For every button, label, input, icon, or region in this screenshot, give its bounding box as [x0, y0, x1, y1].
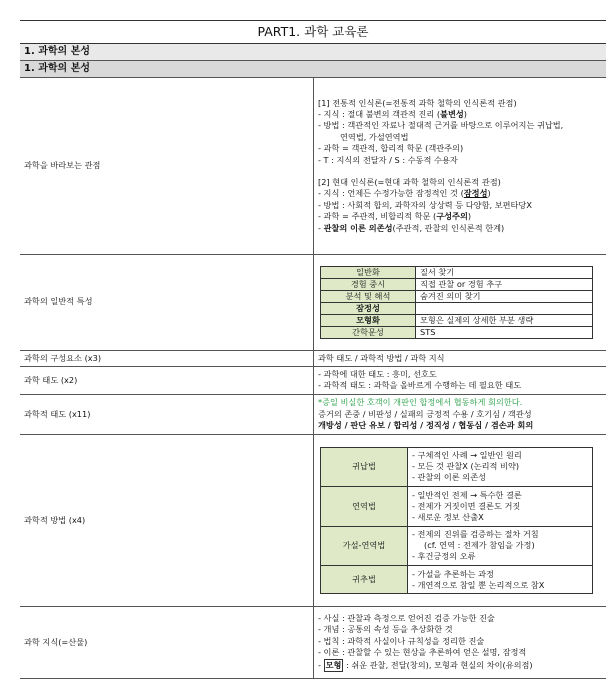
text-line: [2] 현대 인식론(=현대 과학 철학의 인식론적 관점): [318, 176, 501, 187]
characteristic-desc: 직접 관찰 or 경험 추구: [416, 278, 593, 290]
text-line: - 개념 : 공통의 속성 등을 추상화한 것: [318, 624, 453, 635]
characteristic-name: 모형화: [321, 314, 416, 326]
document-page: [20, 20, 606, 679]
row-label: 과학의 일반적 특성: [20, 254, 314, 350]
text-line: - 관찰의 이론 의존성(주관적, 관찰의 인식론적 한계): [318, 222, 505, 233]
row-content: [314, 366, 607, 394]
characteristic-row: [321, 302, 593, 314]
method-name: 연역법: [321, 487, 408, 527]
text-line: - 법칙 : 과학적 사실이나 규칙성을 정리한 진술: [318, 635, 485, 646]
characteristic-name: 잠정성: [321, 302, 416, 314]
characteristic-row: [321, 278, 593, 290]
characteristic-desc: 모형은 실제의 상세한 부분 생략: [416, 314, 593, 326]
table-row: [20, 254, 606, 350]
mnemonic-text: *증일 비실한 호객이 개판인 합정에서 협동하게 회의한다.: [318, 397, 523, 408]
text-line: - T : 지식의 전달자 / S : 수동적 수용자: [318, 154, 458, 165]
row-content: 과학 태도 / 과학적 방법 / 과학 지식: [314, 350, 607, 366]
text-line: - 과학 = 객관적, 합리적 학문 (객관주의): [318, 143, 464, 154]
text-line: [1] 전통적 인식론(=전통적 과학 철학의 인식론적 관점): [318, 97, 517, 108]
method-desc-line: - 가설을 추론하는 과정: [412, 568, 494, 579]
method-row: [321, 447, 593, 487]
method-desc-line: - 새로운 정보 산출X: [412, 511, 484, 522]
row-content: [314, 394, 607, 434]
method-name: 가설-연역법: [321, 526, 408, 566]
method-desc: [408, 447, 593, 487]
text-line: - 과학 = 주관적, 비합리적 학문 (구성주의): [318, 211, 472, 222]
characteristic-name: 분석 및 해석: [321, 290, 416, 302]
characteristic-row: [321, 290, 593, 302]
text-line: - 지식 : 절대 불변의 객관적 진리 (불변성): [318, 108, 467, 119]
table-row: [20, 606, 606, 678]
table-row: [20, 434, 606, 606]
characteristic-desc: 질서 찾기: [416, 266, 593, 278]
row-content: [314, 78, 607, 254]
method-desc-line: - 전제가 거짓이면 결론도 거짓: [412, 500, 521, 511]
method-desc: [408, 526, 593, 566]
characteristic-desc: 숨겨진 의미 찾기: [416, 290, 593, 302]
characteristic-desc: STS: [416, 326, 593, 338]
method-desc: [408, 566, 593, 594]
row-label: 과학을 바라보는 관점: [20, 78, 314, 254]
row-content: [314, 254, 607, 350]
method-row: [321, 526, 593, 566]
characteristic-row: [321, 326, 593, 338]
row-label: 과학적 태도 (x11): [20, 394, 314, 434]
text-line: 증거의 존중 / 비판성 / 실패의 긍정적 수용 / 호기심 / 객관성: [318, 408, 532, 419]
row-label: 과학의 구성요소 (x3): [20, 350, 314, 366]
characteristic-row: [321, 314, 593, 326]
text-line: - 사실 : 관찰과 측정으로 얻어진 검증 가능한 진술: [318, 612, 495, 623]
methods-table: [320, 447, 593, 595]
method-desc-line: - 구체적인 사례 → 일반인 원리: [412, 450, 522, 461]
method-desc-line: - 모든 것 관찰X (논리적 비약): [412, 461, 520, 472]
text-line: - 방법 : 객관적인 자료나 절대적 근거를 바탕으로 이루어지는 귀납법,: [318, 120, 564, 131]
table-row: [20, 350, 606, 366]
subsection-header: 1. 과학의 본성: [20, 61, 606, 78]
row-label: 과학적 방법 (x4): [20, 434, 314, 606]
row-label: 과학 태도 (x2): [20, 366, 314, 394]
row-content: [314, 606, 607, 678]
characteristic-name: 경험 중시: [321, 278, 416, 290]
characteristic-desc: [416, 302, 593, 314]
table-row: [20, 78, 606, 254]
method-desc-line: - 개연적으로 참일 뿐 논리적으로 참X: [412, 579, 545, 590]
method-row: [321, 566, 593, 594]
method-desc-line: - 후건긍정의 오류: [412, 551, 476, 562]
text-line: 개방성 / 판단 유보 / 합리성 / 정직성 / 협동심 / 겸손과 회의: [318, 420, 534, 431]
characteristic-name: 간학문성: [321, 326, 416, 338]
text-line: 연역법, 가설연역법: [340, 131, 409, 142]
characteristics-table: [320, 266, 593, 339]
row-label: 과학 지식(=산물): [20, 606, 314, 678]
characteristic-row: [321, 266, 593, 278]
text-line: - 이론 : 관찰할 수 있는 현상을 추론하여 얻은 설명, 잠정적: [318, 647, 527, 658]
text-line: - 지식 : 언제든 수정가능한 잠정적인 것 (잠정성): [318, 188, 491, 199]
text-line: - 과학적 태도 : 과학을 올바르게 수행하는 데 필요한 태도: [318, 380, 522, 391]
table-row: [20, 394, 606, 434]
method-desc-line: (cf. 연역 : 전제가 참임을 가정): [424, 540, 535, 551]
section-header: 1. 과학의 본성: [20, 44, 606, 61]
method-desc-line: - 일반적인 전제 → 특수한 결론: [412, 489, 522, 500]
method-desc: [408, 487, 593, 527]
text-line: - 과학에 대한 태도 : 흥미, 선호도: [318, 369, 437, 379]
method-row: [321, 487, 593, 527]
content-table: [20, 78, 606, 679]
method-desc-line: - 전제의 진위를 검증하는 절차 거침: [412, 529, 539, 540]
row-content: [314, 434, 607, 606]
method-name: 귀추법: [321, 566, 408, 594]
method-name: 귀납법: [321, 447, 408, 487]
table-row: [20, 366, 606, 394]
method-desc-line: - 관찰의 이론 의존성: [412, 472, 487, 483]
text-line: - 모형 : 쉬운 관찰, 전달(창의), 모형과 현실의 차이(유의점): [318, 659, 602, 672]
text-line: - 방법 : 사회적 합의, 과학자의 상상력 등 다양함, 보편타당X: [318, 199, 532, 210]
page-title: PART1. 과학 교육론: [20, 20, 606, 44]
characteristic-name: 일반화: [321, 266, 416, 278]
